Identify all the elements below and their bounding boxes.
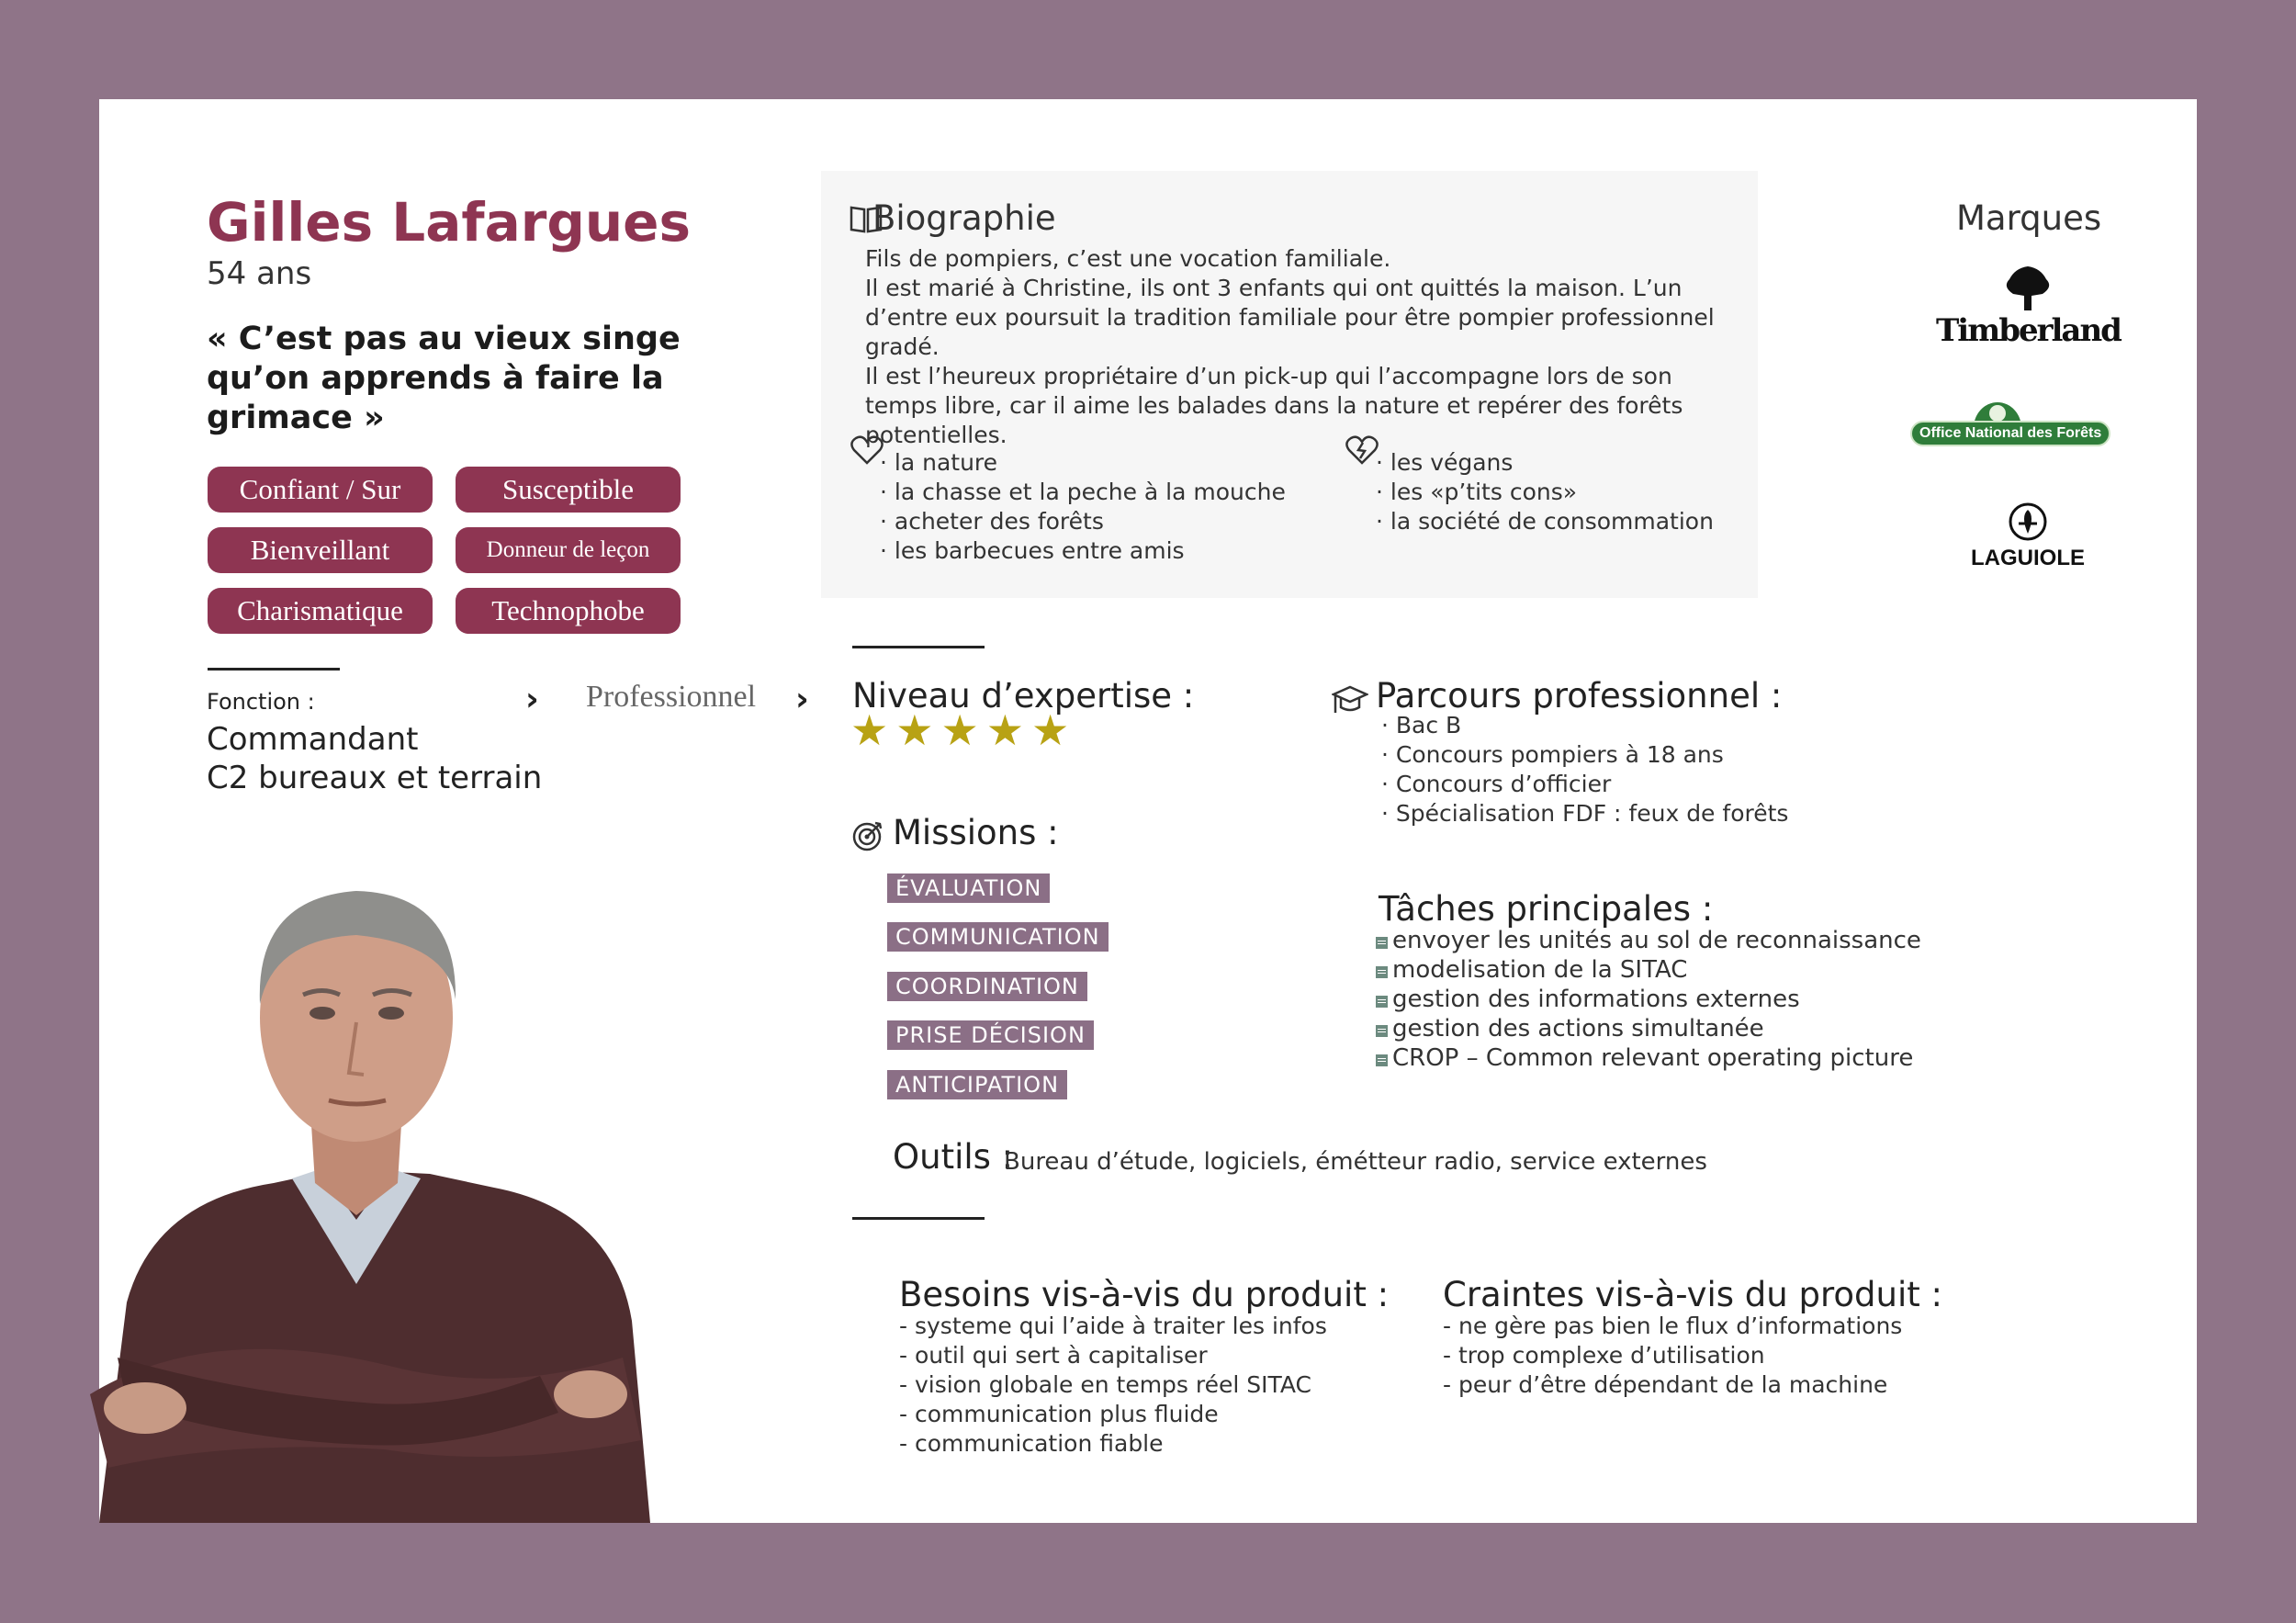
divider — [208, 668, 340, 671]
list-item: · Bac B — [1381, 712, 1462, 738]
brand-logo-laguiole — [1936, 502, 2120, 571]
brand-name: Timberland — [1936, 312, 2121, 349]
trait-badge: Charismatique — [208, 588, 433, 634]
list-item: - outil qui sert à capitaliser — [899, 1342, 1208, 1369]
brand-name: Office National des Forêts — [1910, 421, 2110, 446]
list-item: · les barbecues entre amis — [880, 537, 1185, 564]
brands-title: Marques — [1956, 198, 2102, 238]
list-item: · la nature — [880, 449, 998, 476]
list-bullet-icon — [1376, 966, 1388, 978]
expertise-stars: ★★★★★ — [850, 705, 1077, 755]
list-item: - peur d’être dépendant de la machine — [1443, 1371, 1888, 1398]
list-item: · les «p’tits cons» — [1376, 479, 1578, 505]
persona-name: Gilles Lafargues — [207, 191, 692, 254]
function-label: Fonction : — [207, 689, 315, 715]
divider — [852, 646, 985, 648]
list-item: envoyer les unités au sol de reconnaissance — [1376, 926, 1921, 955]
function-detail: C2 bureaux et terrain — [207, 760, 543, 796]
list-bullet-icon — [1376, 937, 1388, 949]
persona-age: 54 ans — [207, 255, 312, 292]
function-title: Commandant — [207, 721, 419, 758]
chevron-right-icon: › — [525, 681, 539, 718]
chevron-right-icon: › — [795, 681, 809, 718]
constraints-title: Craintes vis-à-vis du produit : — [1443, 1275, 1942, 1314]
trait-badge: Susceptible — [456, 467, 681, 513]
list-item: - trop complexe d’utilisation — [1443, 1342, 1765, 1369]
persona-card — [99, 99, 2197, 1523]
trait-badge: Donneur de leçon — [456, 527, 681, 573]
list-item: · la chasse et la peche à la mouche — [880, 479, 1286, 505]
list-bullet-icon — [1376, 996, 1388, 1008]
broken-heart-icon — [1345, 434, 1379, 469]
list-item: · Concours pompiers à 18 ans — [1381, 741, 1724, 768]
constraints-list — [1443, 1312, 1902, 1400]
list-item: - vision globale en temps réel SITAC — [899, 1371, 1311, 1398]
career-list — [1381, 711, 1788, 828]
needs-title: Besoins vis-à-vis du produit : — [899, 1275, 1390, 1314]
persona-quote: « C’est pas au vieux singe qu’on apprends à faire la grimace » — [207, 321, 681, 436]
mission-tag: ÉVALUATION — [887, 873, 1050, 903]
expertise-title: Niveau d’expertise : — [852, 676, 1195, 716]
mission-tag: ANTICIPATION — [887, 1070, 1067, 1099]
list-item: modelisation de la SITAC — [1376, 955, 1921, 985]
tasks-title: Tâches principales : — [1379, 889, 1714, 929]
list-item: - systeme qui l’aide à traiter les infos — [899, 1313, 1327, 1339]
divider — [852, 1217, 985, 1220]
list-item: · Concours d’officier — [1381, 771, 1612, 797]
graduation-cap-icon — [1332, 682, 1368, 722]
list-item: - communication plus fluide — [899, 1401, 1219, 1427]
dislikes-list — [1376, 448, 1714, 536]
list-item: gestion des informations externes — [1376, 985, 1921, 1014]
list-item: · la société de consommation — [1376, 508, 1714, 535]
tools-text: Bureau d’étude, logiciels, émétteur radio, service externes — [1004, 1148, 1707, 1176]
mission-tag: COORDINATION — [887, 972, 1087, 1001]
missions-title: Missions : — [893, 813, 1059, 852]
brand-logo-onf — [1910, 391, 2102, 446]
brand-name: LAGUIOLE — [1971, 546, 2085, 570]
list-item: - ne gère pas bien le flux d’informations — [1443, 1313, 1903, 1339]
career-title: Parcours professionnel : — [1376, 676, 1783, 716]
list-item: · les végans — [1376, 449, 1514, 476]
list-bullet-icon — [1376, 1054, 1388, 1066]
trait-badge: Bienveillant — [208, 527, 433, 573]
trait-badge: Technophobe — [456, 588, 681, 634]
target-icon — [852, 820, 884, 855]
list-item: gestion des actions simultanée — [1376, 1014, 1921, 1043]
list-bullet-icon — [1376, 1025, 1388, 1037]
needs-list — [899, 1312, 1327, 1459]
trait-badge: Confiant / Sur — [208, 467, 433, 513]
biography-title: Biographie — [872, 198, 1056, 238]
list-item: CROP – Common relevant operating picture — [1376, 1043, 1921, 1073]
brand-logo-timberland — [1936, 265, 2120, 349]
heart-icon — [850, 434, 884, 469]
mission-tag: PRISE DÉCISION — [887, 1020, 1094, 1050]
tools-label: Outils : — [893, 1137, 1014, 1177]
tasks-list — [1376, 926, 1921, 1073]
function-value — [207, 720, 592, 797]
biography-text: Fils de pompiers, c’est une vocation familiale. Il est marié à Christine, ils ont 3 enfants qui ont quittés la maison. L’un d’entre eux poursuit la tradition familiale pour être pompier professionnel gradé. Il est l’heureux propriétaire d’un pick-up qui l’accompagne lors de son temps libre, car il aime les balades dans la nature et repérer des forêts potentielles. — [865, 245, 1715, 448]
persona-portrait — [62, 806, 650, 1523]
list-item: · Spécialisation FDF : feux de forêts — [1381, 800, 1789, 827]
list-item: - communication fiable — [899, 1430, 1164, 1457]
list-item: · acheter des forêts — [880, 508, 1104, 535]
likes-list — [880, 448, 1286, 566]
function-category: Professionnel — [586, 680, 757, 714]
mission-tag: COMMUNICATION — [887, 922, 1109, 952]
